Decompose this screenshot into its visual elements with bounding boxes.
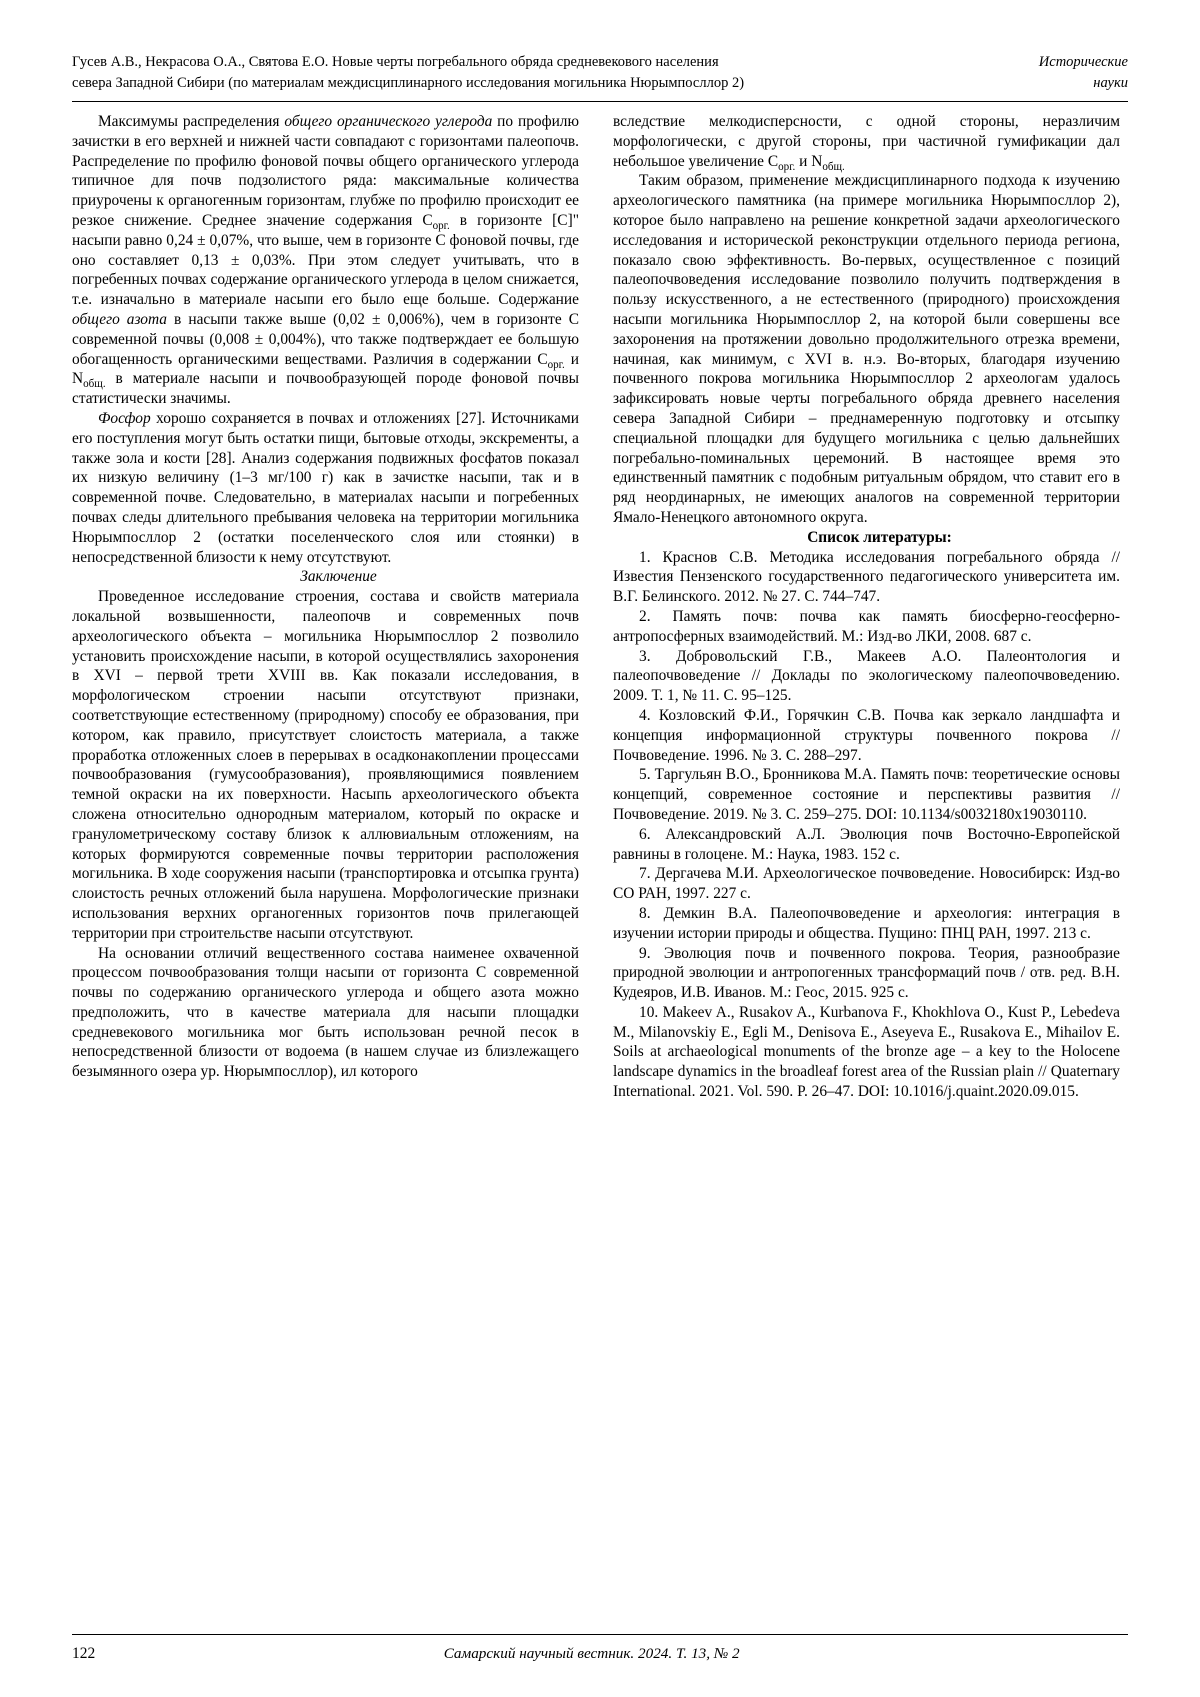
reference-item: 2. Память почв: почва как память биосферно-геосферно-антропосферных взаимодействий. М.: Изд-во ЛКИ, 2008. 687 с.	[613, 607, 1120, 645]
references-title: Список литературы:	[807, 528, 952, 546]
running-head-right-line1: Исторические	[1038, 54, 1128, 70]
reference-item: 1. Краснов С.В. Методика исследования погребального обряда // Известия Пензенского государственного педагогического университета им. В.Г. Белинского. 2012. № 27. С. 744–747.	[613, 548, 1120, 606]
reference-item: 9. Эволюция почв и почвенного покрова. Теория, разнообразие природной эволюции и антропогенных трансформаций почв / отв. ред. В.Н. Кудеяров, И.В. Иванов. М.: Геос, 2015. 925 с.	[613, 944, 1120, 1002]
reference-item: 7. Дергачева М.И. Археологическое почвоведение. Новосибирск: Изд-во СО РАН, 1997. 227 с.	[613, 865, 1120, 903]
page-number: 122	[72, 1645, 96, 1662]
header-divider	[72, 101, 1128, 102]
reference-item: 5. Таргульян В.О., Бронникова М.А. Память почв: теоретические основы концепций, современное состояние и перспективы развития // Почвоведение. 2019. № 3. С. 259–275. DOI: 10.1134/s0032180x19030110.	[613, 766, 1120, 823]
paragraph: Таким образом, применение междисциплинарного подхода к изучению археологического памятника (на примере могильника Нюрымпосллор 2), которое было направлено на решение конкретной задачи археологического исследования и исторической реконструкции отдельного периода региона, показало свою эффективность. Во-первых, осуществленное с позиций палеопочвоведения исследование позволило получить подтверждения в пользу искусственного, а не естественного (природного) происхождения насыпи могильника Нюрымпосллор 2, на которой были совершены все захоронения на протяжении довольно продолжительного отрезка времени, начиная, как минимум, с XVI в. н.э. Во-вторых, благодаря изучению почвенного покрова могильника Нюрымпосллор 2 археологам удалось зафиксировать новые черты погребального обряда древнего населения севера Западной Сибири – преднамеренную подготовку и отсыпку специальной площадки для будущего могильника с целью дальнейших погребально-поминальных церемоний. В настоящее время это единственный памятник с подобным ритуальным обрядом, что ставит его в ряд неординарных, не имеющих аналогов на современной территории Ямало-Ненецкого автономного округа.	[613, 172, 1120, 526]
paragraph: Проведенное исследование строения, состава и свойств материала локальной возвышенности, палеопочв и современных почв археологического объекта – могильника Нюрымпосллор 2 позволило установить происхождение насыпи, в которой осуществлялись захоронения в XVI – первой трети XVIII вв. Как показали исследования, в морфологическом строении насыпи отсутствуют признаки, соответствующие естественному (природному) способу ее образования, при котором, как правило, присутствует слоистость материала, а также проработка отложенных слоев в перерывах в осадконакоплении процессами почвообразования (гумусообразования), проявляющимися появлением темной окраски на их поверхности. Насыпь археологического объекта сложена относительно однородным материалом, который по окраске и гранулометрическому составу близок к аллювиальным отложениям, на которых формируются современные почвы территории расположения могильника. В ходе сооружения насыпи (транспортировка и отсыпка грунта) слоистость речных отложений была нарушена. Морфологические признаки использования верхних органогенных горизонтов почв прилегающей территории при строительстве насыпи отсутствуют.	[72, 588, 579, 942]
reference-item: 6. Александровский А.Л. Эволюция почв Восточно-Европейской равнины в голоцене. М.: Наука, 1983. 152 с.	[613, 825, 1120, 863]
body-columns	[72, 112, 1128, 1582]
page-footer	[72, 1645, 1128, 1663]
journal-citation: Самарский научный вестник. 2024. Т. 13, № 2	[443, 1645, 740, 1662]
reference-item: 4. Козловский Ф.И., Горячкин С.В. Почва как зеркало ландшафта и концепция информационной структуры почвенного покрова // Почвоведение. 1996. № 3. С. 288–297.	[613, 706, 1120, 764]
footer-divider	[72, 1634, 1128, 1635]
paragraph: На основании отличий вещественного состава наименее охваченной процессом почвообразования толщи насыпи от горизонта C современной почвы по содержанию органического углерода и общего азота можно предположить, что в качестве материала для насыпи площадки средневекового могильника мог быть использован речной песок в непосредственной близости от водоема (в нашем случае из близлежащего безымянного озера ур. Нюрымпосллор), ил которого	[72, 944, 579, 1081]
running-head-left-line1: Гусев А.В., Некрасова О.А., Святова Е.О. Новые черты погребального обряда средневекового населения	[72, 54, 719, 70]
reference-item: 8. Демкин В.А. Палеопочвоведение и археология: интеграция в изучении истории природы и общества. Пущино: ПНЦ РАН, 1997. 213 с.	[613, 904, 1120, 942]
paragraph: вследствие мелкодисперсности, с одной стороны, неразличим морфологически, с другой стороны, при частичной гумификации дал небольшое увеличение $C_{орг.}$ и $N_{общ.}$	[613, 113, 1120, 173]
reference-item: 10. Makeev A., Rusakov A., Kurbanova F., Khokhlova O., Kust P., Lebedeva M., Milanovskiy E., Egli M., Denisova E., Aseyeva E., Rusakova E., Mihailov E. Soils at archaeological monuments of the bronze age – a key to the Holocene landscape dynamics in the broadleaf forest area of the Russian plain // Quaternary International. 2021. Vol. 590. P. 26–47. DOI: 10.1016/j.quaint.2020.09.015.	[613, 1003, 1120, 1101]
running-head-right	[1000, 52, 1128, 94]
left-column	[72, 112, 579, 1582]
paragraph: Максимумы распределения общего органического углерода по профилю зачистки в его верхней и нижней части совпадают с горизонтами палеопочв. Распределение по профилю фоновой почвы общего органического углерода типичное для почв подзолистого ряда: максимальные количества приурочены к органогенным горизонтам, глубже по профилю происходит ее резкое снижение. Среднее значение содержания $C_{орг.}$ в горизонте [C]" насыпи равно 0,24 ± 0,07%, что выше, чем в горизонте C фоновой почвы, где оно составляет 0,13 ± 0,03%. При этом следует учитывать, что в погребенных почвах содержание органического углерода в целом снижается, т.е. изначально в материале насыпи его было еще больше. Содержание общего азота в насыпи также выше (0,02 ± 0,006%), чем в горизонте C современной почвы (0,008 ± 0,004%), что также подтверждает ее большую обогащенность органическими веществами. Различия в содержании $C_{орг.}$ и $N_{общ.}$ в материале насыпи и почвообразующей породе фоновой почвы статистически значимы.	[72, 113, 579, 408]
right-column	[613, 112, 1120, 1582]
running-head-left-line2: севера Западной Сибири (по материалам междисциплинарного исследования могильника Нюрымпосллор 2)	[72, 75, 745, 92]
subheading-conclusion: Заключение	[300, 568, 377, 586]
references-list	[613, 548, 1120, 1102]
running-head-left	[72, 52, 1000, 94]
reference-item: 3. Добровольский Г.В., Макеев А.О. Палеонтология и палеопочвоведение // Доклады по экологическому палеопочвоведению. 2009. Т. 1, № 11. С. 95–125.	[613, 647, 1120, 705]
running-head-right-line2: науки	[1093, 75, 1128, 92]
paragraph: Фосфор хорошо сохраняется в почвах и отложениях [27]. Источниками его поступления могут быть остатки пищи, бытовые отходы, экскременты, а также зола и кости [28]. Анализ содержания подвижных фосфатов показал их низкую величину (1–3 мг/100 г) как в зачистке насыпи, так и в современной почве. Следовательно, в материалах насыпи и погребенных почвах следы длительного пребывания человека на территории могильника Нюрымпосллор 2 (остатки поселенческого слоя или стоянки) в непосредственной близости к нему отсутствуют.	[72, 409, 579, 566]
running-head	[72, 52, 1128, 98]
